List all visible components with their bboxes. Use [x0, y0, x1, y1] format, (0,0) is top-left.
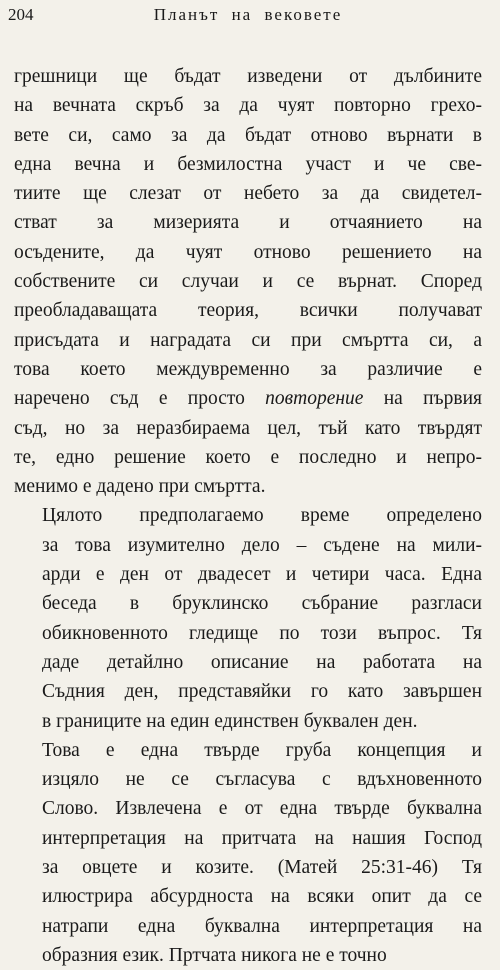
text-line: за овцете и козите. (Матей 25:31-46) Тя — [42, 857, 482, 879]
text-line: Съдния ден, представяйки го като завършен — [42, 681, 482, 703]
text-line: грешници ще бъдат изведени от дълбините — [14, 66, 482, 87]
paragraph — [14, 736, 482, 970]
paragraph — [14, 501, 482, 735]
text-line: арди е ден от двадесет и четири часа. Една — [42, 564, 482, 586]
text-line: присъдата и наградата си при смъртта си, а — [14, 329, 482, 351]
running-head — [8, 4, 488, 26]
text-line: за това изумително дело – съдене на мили- — [42, 534, 482, 556]
text-line: те, едно решение което е последно и непро- — [14, 446, 482, 468]
text-line: вете си, само за да бъдат отново върнати в — [14, 124, 482, 146]
paragraph — [14, 62, 482, 501]
text-line: интерпретация на притчата на нашия Господ — [42, 827, 482, 849]
running-title: Планът на вековете — [153, 5, 343, 24]
text-line: тиите ще слезат от небето за да свидетел- — [14, 183, 482, 205]
text-line: преобладаващата теория, всички получават — [14, 300, 482, 322]
text-line: Това е една твърде груба концепция и — [42, 739, 482, 761]
text-line: една вечна и безмилостна участ и че све- — [14, 153, 482, 175]
text-line: в границите на един единствен буквален ден. — [42, 710, 418, 732]
text-line: изцяло не се съгласува с вдъхновенното — [42, 769, 482, 791]
text-line: стват за мизерията и отчаянието на — [14, 212, 482, 234]
text-line: собствените си случаи и се върнат. Според — [14, 271, 482, 293]
text-line: беседа в бруклинско събрание разгласи — [42, 593, 482, 615]
text-line: илюстрира абсурдноста на всяки опит да се — [42, 886, 482, 908]
text-line: натрапи една буквална интерпретация на — [42, 915, 482, 937]
text-line: съд, но за неразбираема цел, тъй като твърдят — [14, 417, 482, 439]
text-line: обикновенното гледище по този въпрос. Тя — [42, 622, 482, 644]
text-line: наречено съд е просто повторение на първия — [14, 388, 482, 410]
body-text — [14, 62, 482, 970]
text-line: менимо е дадено при смъртта. — [14, 476, 266, 498]
text-line: Слово. Извлечена е от една твърде буквална — [42, 798, 482, 820]
text-line: образния език. Пртчата никога не е точно — [42, 944, 387, 966]
text-line: на вечната скръб за да чуят повторно грехо- — [14, 95, 482, 117]
text-line: осъдените, да чуят отново решението на — [14, 241, 482, 263]
page-number: 204 — [8, 5, 34, 24]
italic-emphasis: повторение — [265, 388, 364, 410]
text-line: това което междувременно за различие е — [14, 358, 482, 380]
text-line: Цялото предполагаемо време определено — [42, 505, 482, 527]
text-line: даде детайлно описание на работата на — [42, 651, 482, 673]
